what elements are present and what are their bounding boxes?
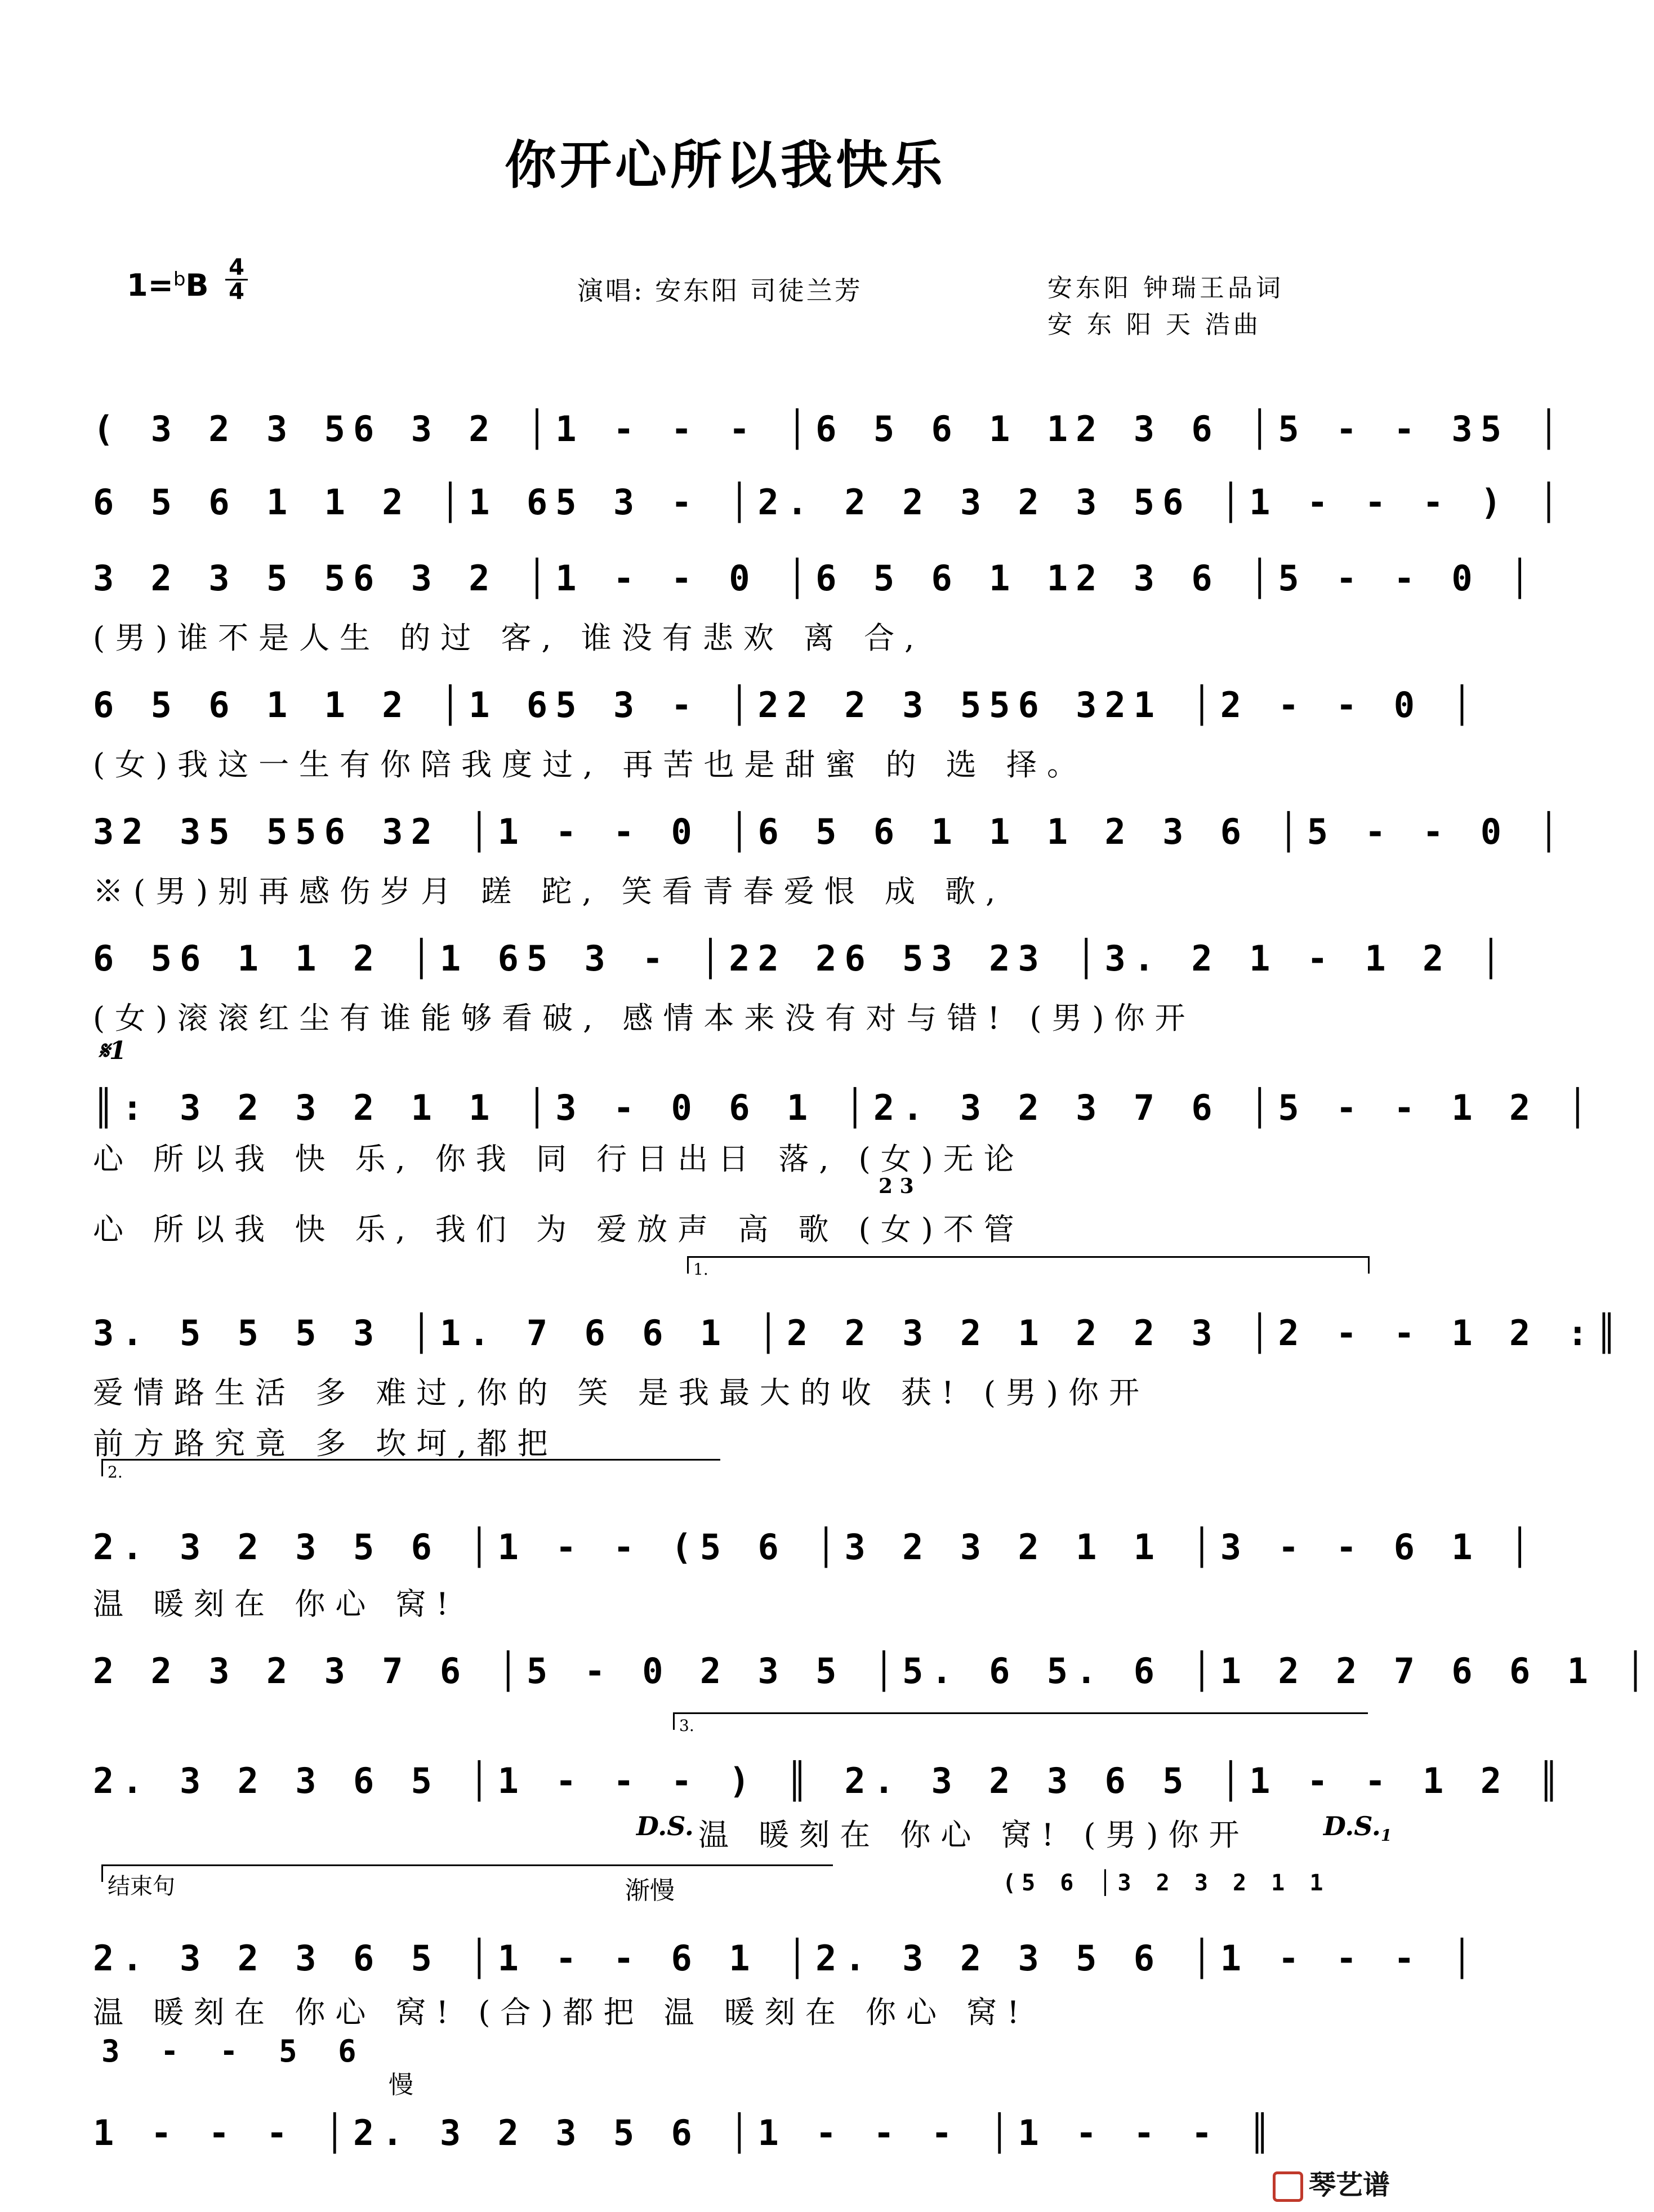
row-notes: ║: 3 2 3 2 1 1 │3 - 0 6 1 │2. 3 2 3 7 6 │5 - - 1 2 │	[93, 1087, 1597, 1128]
volta-3-label: 3.	[679, 1716, 694, 1735]
lyric-line: 温 暖刻在 你心 窝! (男)你开	[698, 1817, 1250, 1853]
key-label: 1=	[127, 268, 173, 303]
row-notes: 3. 5 5 5 3 │1. 7 6 6 1 │2 2 3 2 1 2 2 3 │2 - - 1 2 :║	[93, 1312, 1625, 1354]
lyric-line: 心 所以我 快 乐, 你我 同 行日出日 落, (女)无论	[93, 1141, 1024, 1177]
ds-mark: D.S.	[636, 1811, 694, 1841]
time-top: 4	[229, 255, 244, 281]
segno-mark: 𝄋1	[99, 1036, 127, 1065]
song-title: 你开心所以我快乐	[504, 135, 946, 195]
notation-row	[93, 408, 1567, 476]
ds-mark-1	[1323, 1811, 1392, 1845]
notation-row	[93, 2112, 1366, 2180]
ending-label: 结束句	[108, 1873, 175, 1899]
row-notes: 6 5 6 1 1 2 │1 65 3 - │2. 2 2 3 2 3 56 │1 - - - ) │	[93, 482, 1567, 523]
row-notes: 2. 3 2 3 6 5 │1 - - - ) ║ 2. 3 2 3 6 5 │1 - - 1 2 ║	[93, 1760, 1567, 1801]
volta-1-label: 1.	[693, 1260, 708, 1279]
volta-2-label: 2.	[108, 1463, 123, 1481]
notation-row	[93, 482, 1567, 549]
time-signature	[225, 256, 248, 303]
alt-notes: 3 - - 5 6	[101, 2033, 368, 2069]
small-notes: 2 3	[879, 1174, 914, 1198]
watermark-text: 琴艺谱	[1309, 2169, 1390, 2201]
lyric-line: 温 暖刻在 你心 窝! (合)都把 温 暖刻在 你心 窝!	[93, 1995, 1029, 2030]
key-note: B	[185, 268, 209, 303]
row-notes: 6 5 6 1 1 2 │1 65 3 - │22 2 3 556 321 │2 - - 0 │	[93, 684, 1481, 726]
lyricist-credit: 安东阳 钟瑞王品词	[1047, 274, 1284, 302]
flat-sign: b	[173, 268, 186, 291]
volta-2-bracket	[101, 1459, 720, 1481]
lyric-line: (女)我这一生有你陪我度过, 再苦也是甜蜜 的 选 择。	[93, 747, 1087, 782]
notation-row	[93, 1650, 1654, 1718]
slowing-mark: 渐慢	[625, 1876, 675, 1905]
row-notes: 6 56 1 1 2 │1 65 3 - │22 26 53 23 │3. 2 1 - 1 2 │	[93, 938, 1510, 979]
composer-credit: 安 东 阳 天 浩曲	[1047, 310, 1261, 339]
row-notes: 2. 3 2 3 5 6 │1 - - (5 6 │3 2 3 2 1 1 │3 - - 6 1 │	[93, 1526, 1539, 1568]
lyric-line: ※(男)别再感伤岁月 蹉 跎, 笑看青春爱恨 成 歌,	[93, 874, 1006, 909]
watermark	[1273, 2163, 1390, 2202]
singer-credit: 演唱: 安东阳 司徒兰芳	[577, 275, 863, 306]
row-notes: 3 2 3 5 56 3 2 │1 - - 0 │6 5 6 1 12 3 6 │5 - - 0 │	[93, 558, 1539, 599]
lyric-line: 前方路究竟 多 坎坷,都把	[93, 1426, 558, 1461]
slow-mark: 慢	[389, 2071, 413, 2099]
lyric-line: 爱情路生活 多 难过,你的 笑 是我最大的收 获! (男)你开	[93, 1375, 1149, 1410]
volta-3-bracket	[673, 1712, 1368, 1735]
row-notes: ( 3 2 3 56 3 2 │1 - - - │6 5 6 1 12 3 6 │5 - - 35 │	[93, 408, 1567, 449]
volta-1-bracket	[687, 1256, 1370, 1279]
row-notes: 2 2 3 2 3 7 6 │5 - 0 2 3 5 │5. 6 5. 6 │1 2 2 7 6 6 1 │	[93, 1650, 1654, 1692]
lyric-line: (男)谁不是人生 的过 客, 谁没有悲欢 离 合,	[93, 620, 925, 656]
lyric-line: 温 暖刻在 你心 窝!	[93, 1586, 459, 1622]
logo-icon	[1273, 2171, 1303, 2202]
coda-notes: (5 6 │3 2 3 2 1 1	[1002, 1870, 1329, 1896]
time-bottom: 4	[229, 279, 244, 305]
ds-label: D.S.	[1323, 1811, 1381, 1841]
lyric-line: (女)滚滚红尘有谁能够看破, 感情本来没有对与错! (男)你开	[93, 1000, 1196, 1036]
lyric-line: 心 所以我 快 乐, 我们 为 爱放声 高 歌 (女)不管	[93, 1212, 1024, 1247]
row-notes: 1 - - - │2. 3 2 3 5 6 │1 - - - │1 - - - ║	[93, 2112, 1278, 2153]
key-signature	[127, 268, 209, 303]
row-notes: 2. 3 2 3 6 5 │1 - - 6 1 │2. 3 2 3 5 6 │1 - - - │	[93, 1938, 1481, 1979]
ds-sub: 1	[1380, 1826, 1392, 1845]
row-notes: 32 35 556 32 │1 - - 0 │6 5 6 1 1 1 2 3 6 │5 - - 0 │	[93, 811, 1567, 852]
